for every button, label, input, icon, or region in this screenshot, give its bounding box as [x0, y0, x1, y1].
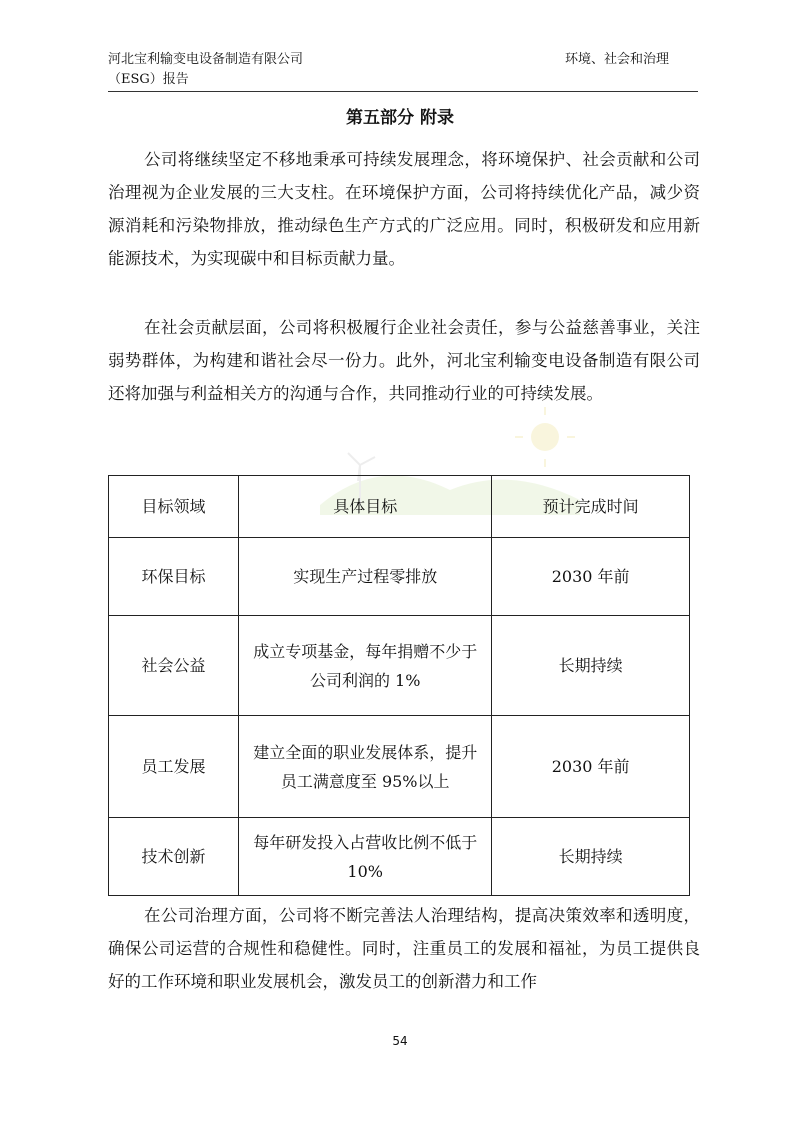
- page-number: 54: [392, 1034, 408, 1048]
- table-cell: 成立专项基金，每年捐赠不少于公司利润的 1%: [239, 616, 492, 716]
- table-cell: 环保目标: [109, 538, 239, 616]
- table-cell: 实现生产过程零排放: [239, 538, 492, 616]
- header-company: [108, 50, 303, 90]
- table-cell: 长期持续: [492, 616, 690, 716]
- paragraph-environment: 公司将继续坚定不移地秉承可持续发展理念，将环境保护、社会贡献和公司治理视为企业发展的三大支柱。在环境保护方面，公司将持续优化产品，减少资源消耗和污染物排放，推动绿色生产方式的广泛应用。同时，积极研发和应用新能源技术，为实现碳中和目标贡献力量。: [108, 150, 700, 268]
- table-cell: 员工发展: [109, 716, 239, 818]
- table-row: [109, 716, 690, 818]
- goals-table: [108, 475, 690, 896]
- header-divider: [108, 91, 698, 92]
- table-cell: 每年研发投入占营收比例不低于 10%: [239, 818, 492, 896]
- header-section: 环境、社会和治理: [565, 52, 670, 67]
- header-company-line1: 河北宝利输变电设备制造有限公司: [108, 52, 304, 67]
- table-row: [109, 538, 690, 616]
- table-header-cell: 目标领域: [109, 476, 239, 538]
- paragraph-social: 在社会贡献层面，公司将积极履行企业社会责任，参与公益慈善事业，关注弱势群体，为构建和谐社会尽一份力。此外，河北宝利输变电设备制造有限公司还将加强与利益相关方的沟通与合作，共同推动行业的可持续发展。: [108, 318, 700, 403]
- table-header-cell: 预计完成时间: [492, 476, 690, 538]
- paragraph-governance: 在公司治理方面，公司将不断完善法人治理结构，提高决策效率和透明度，确保公司运营的合规性和稳健性。同时，注重员工的发展和福祉，为员工提供良好的工作环境和职业发展机会，激发员工的创新潜力和工作: [108, 906, 700, 991]
- table-cell: 建立全面的职业发展体系，提升员工满意度至 95%以上: [239, 716, 492, 818]
- table-header-cell: 具体目标: [239, 476, 492, 538]
- table-cell: 技术创新: [109, 818, 239, 896]
- page-title: 第五部分 附录: [346, 108, 454, 128]
- table-row: [109, 616, 690, 716]
- table-cell: 2030 年前: [492, 538, 690, 616]
- table-header-row: [109, 476, 690, 538]
- header-company-line2: （ESG）报告: [108, 72, 189, 87]
- table-cell: 2030 年前: [492, 716, 690, 818]
- table-cell: 社会公益: [109, 616, 239, 716]
- table-cell: 长期持续: [492, 818, 690, 896]
- table-row: [109, 818, 690, 896]
